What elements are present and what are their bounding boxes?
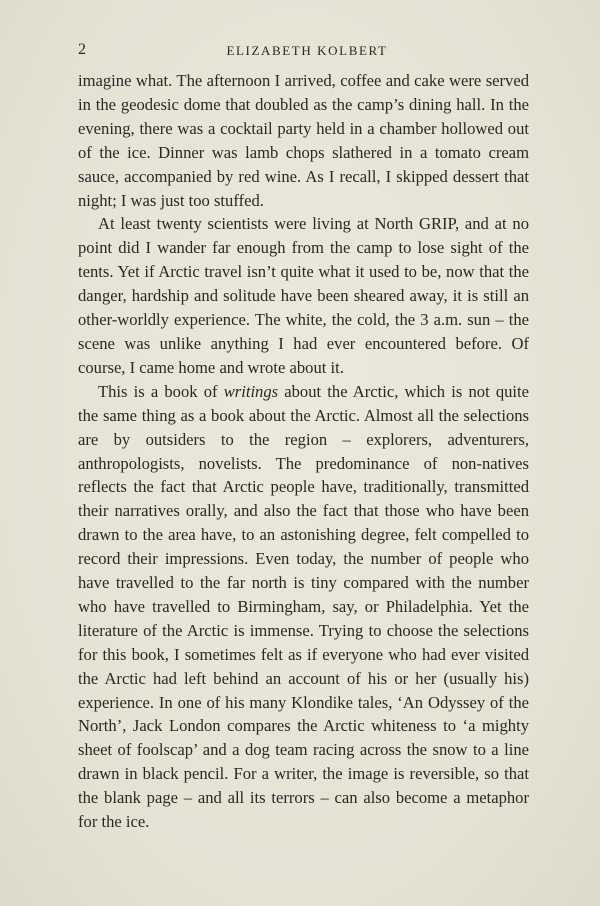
paragraph-2: At least twenty scientists were living at North GRIP, and at no point did I wander far enough from the camp to lose sight of the tents. Yet if Arctic travel isn’t quite what it used to be, now that the danger, hardship and solitude have been sheared away, it is still an other-worldly experience. The white, the cold, the 3 a.m. sun – the scene was unlike anything I had ever encountered before. Of course, I came home and wrote about it. [78, 214, 529, 377]
paragraph-3-before: This is a book of [98, 381, 224, 401]
body-text [78, 69, 529, 834]
page-number: 2 [78, 41, 86, 58]
paragraph-3-emphasis: writings [223, 381, 279, 401]
running-head-author: ELIZABETH KOLBERT [226, 43, 388, 58]
running-head [78, 41, 528, 61]
paragraph-1: imagine what. The afternoon I arrived, coffee and cake were served in the geodesic dome that doubled as the camp’s dining hall. In the evening, there was a cocktail party held in a chamber hollowed out of the ice. Dinner was lamb chops slathered in a tomato cream sauce, accompanied by red wine. As I recall, I skipped dessert that night; I was just too stuffed. [78, 71, 529, 210]
paragraph-3-after: about the Arctic, which is not quite the same thing as a book about the Arctic. Almost all the selections are by outsiders to the region – explorers, adventurers, anthropologists, novelists. The predominance of non-natives reflects the fact that Arctic people have, traditionally, transmitted their narratives orally, and also the fact that those who have been drawn to the area have, to an astonishing degree, felt compelled to record their impressions. Even today, the number of people who have travelled to the far north is tiny compared with the number who have travelled to Birmingham, say, or Philadelphia. Yet the literature of the Arctic is immense. Trying to choose the selections for this book, I sometimes felt as if everyone who had ever visited the Arctic had left behind an account of his or her (usually his) experience. In one of his many Klondike tales, ‘An Odyssey of the North’, Jack London compares the Arctic whiteness to ‘a mighty sheet of foolscap’ and a dog team racing across the snow to a line drawn in black pencil. For a writer, the image is reversible, so that the blank page – and all its terrors – can also become a metaphor for the ice. [78, 381, 530, 832]
paragraph-3 [78, 380, 529, 834]
